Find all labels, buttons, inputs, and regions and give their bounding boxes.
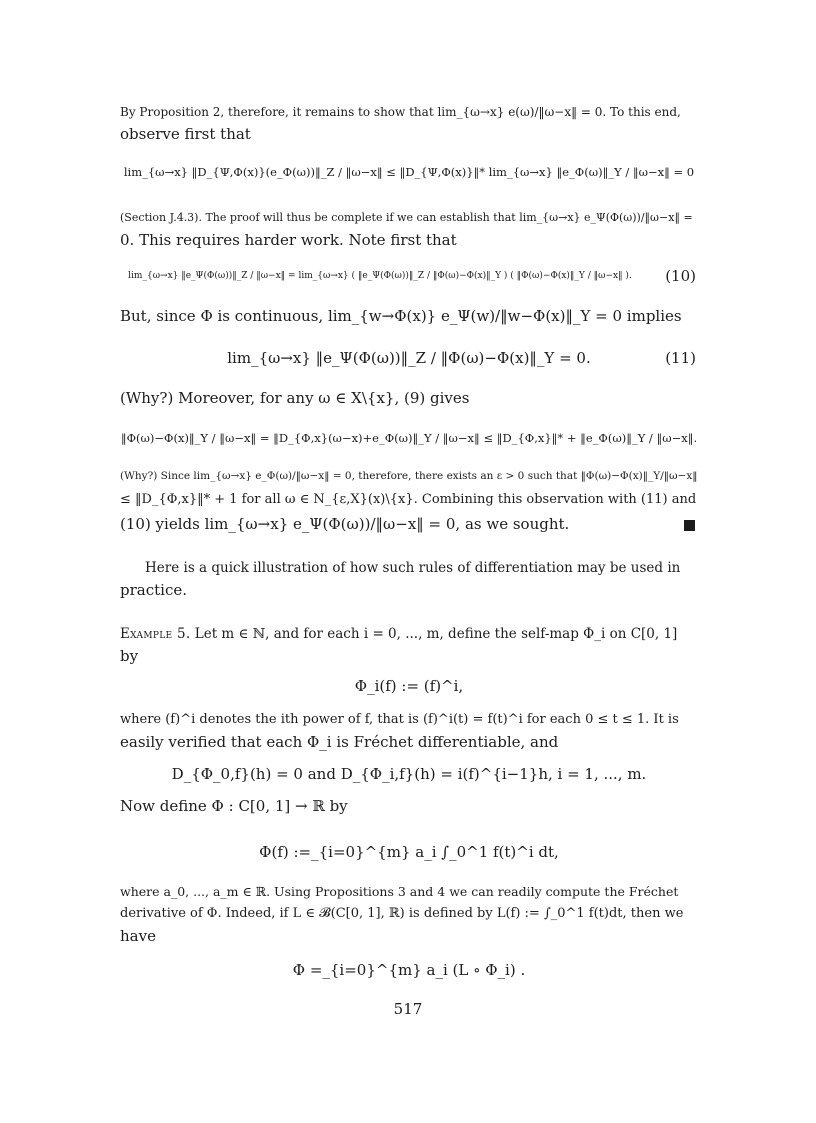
- paragraph-line: (Why?) Moreover, for any ω ∈ X\{x}, (9) gives: [120, 389, 470, 407]
- equation-number: (11): [665, 349, 696, 367]
- paragraph-line: where a_0, ..., a_m ∈ ℝ. Using Propositions 3 and 4 we can readily compute the Fréchet: [120, 884, 679, 899]
- paragraph-line: derivative of Φ. Indeed, if L ∈ 𝓑(C[0, 1], ℝ) is defined by L(f) := ∫_0^1 f(t)dt, then we: [120, 906, 684, 921]
- paragraph-line: ≤ ‖D_{Φ,x}‖* + 1 for all ω ∈ N_{ε,X}(x)\{x}. Combining this observation with (11) and: [120, 492, 697, 507]
- example-heading-line: [120, 624, 698, 644]
- display-equation: ‖Φ(ω)−Φ(x)‖_Y / ‖ω−x‖ = ‖D_{Φ,x}(ω−x)+e_Φ(ω)‖_Y / ‖ω−x‖ ≤ ‖D_{Φ,x}‖* + ‖e_Φ(ω)‖_Y / ‖ω−x‖.: [120, 431, 698, 445]
- display-equation: lim_{ω→x} ‖e_Ψ(Φ(ω))‖_Z / ‖Φ(ω)−Φ(x)‖_Y = 0.: [227, 349, 591, 367]
- paragraph-line: (10) yields lim_{ω→x} e_Ψ(Φ(ω))/‖ω−x‖ = 0, as we sought.: [120, 515, 570, 533]
- paragraph-line: where (f)^i denotes the ith power of f, that is (f)^i(t) = f(t)^i for each 0 ≤ t ≤ 1. It is: [120, 712, 679, 727]
- display-equation: D_{Φ_0,f}(h) = 0 and D_{Φ_i,f}(h) = i(f)^{i−1}h, i = 1, ..., m.: [171, 765, 647, 783]
- paragraph-line: easily verified that each Φ_i is Fréchet differentiable, and: [120, 733, 559, 751]
- equation-number: (10): [665, 267, 696, 285]
- paragraph-line: Here is a quick illustration of how such rules of differentiation may be used in: [145, 560, 681, 576]
- example-label: Example 5.: [120, 626, 191, 642]
- paragraph-line: have: [120, 927, 156, 945]
- paragraph-line: 0. This requires harder work. Note first that: [120, 231, 457, 249]
- paragraph-line: by: [120, 647, 139, 665]
- paragraph-line: (Why?) Since lim_{ω→x} e_Φ(ω)/‖ω−x‖ = 0, therefore, there exists an ε > 0 such that ‖Φ(ω)−Φ(x)‖_Y/‖ω−x‖: [120, 470, 698, 482]
- paragraph-line: Now define Φ : C[0, 1] → ℝ by: [120, 797, 348, 815]
- page-number: 517: [393, 1000, 423, 1018]
- display-equation: lim_{ω→x} ‖D_{Ψ,Φ(x)}(e_Φ(ω))‖_Z / ‖ω−x‖ ≤ ‖D_{Ψ,Φ(x)}‖* lim_{ω→x} ‖e_Φ(ω)‖_Y / ‖ω−x‖ = 0: [123, 165, 695, 179]
- display-equation: lim_{ω→x} ‖e_Ψ(Φ(ω))‖_Z / ‖ω−x‖ = lim_{ω→x} ( ‖e_Ψ(Φ(ω))‖_Z / ‖Φ(ω)−Φ(x)‖_Y ) ( ‖Φ(ω)−Φ(x)‖_Y / ‖ω−x‖ ).: [128, 271, 632, 281]
- qed-square-icon: [684, 520, 695, 531]
- display-equation: Φ(f) :=_{i=0}^{m} a_i ∫_0^1 f(t)^i dt,: [259, 843, 559, 861]
- display-equation: Φ =_{i=0}^{m} a_i (L ∘ Φ_i) .: [292, 961, 526, 979]
- paragraph-line: practice.: [120, 581, 187, 599]
- paragraph-line: By Proposition 2, therefore, it remains to show that lim_{ω→x} e(ω)/‖ω−x‖ = 0. To this end,: [120, 105, 681, 119]
- paragraph-line: But, since Φ is continuous, lim_{w→Φ(x)} e_Ψ(w)/‖w−Φ(x)‖_Y = 0 implies: [120, 307, 682, 325]
- paragraph-line: (Section J.4.3). The proof will thus be complete if we can establish that lim_{ω→x} e_Ψ(Φ(ω))/‖ω−x‖ =: [120, 211, 693, 224]
- paragraph-line: observe first that: [120, 125, 251, 143]
- display-equation: Φ_i(f) := (f)^i,: [354, 677, 464, 695]
- example-text: Let m ∈ ℕ, and for each i = 0, ..., m, define the self-map Φ_i on C[0, 1]: [194, 626, 678, 642]
